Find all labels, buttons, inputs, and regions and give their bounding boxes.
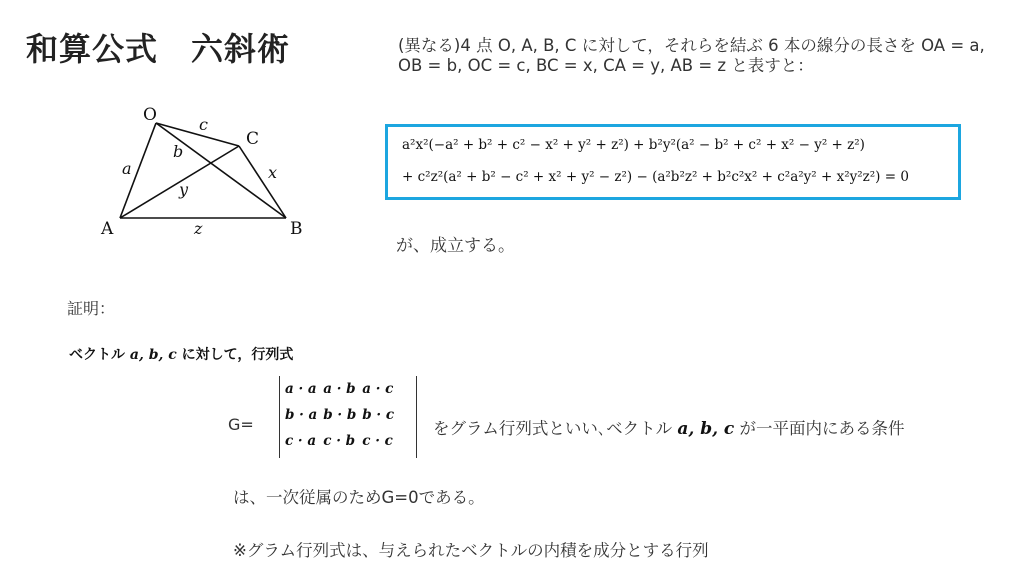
vertex-label-B: B	[290, 219, 303, 239]
matrix-cell: b · b	[323, 407, 357, 423]
tetrahedron-diagram	[95, 100, 315, 240]
matrix-cell: a · b	[323, 381, 356, 397]
equation-line-2: + c²z²(a² + b² − c² + x² + y² − z²) − (a²b²z² + b²c²x² + c²a²y² + x²y²z²) = 0	[402, 169, 909, 185]
vertex-label-O: O	[143, 105, 157, 125]
matrix-cell: a · c	[362, 381, 394, 397]
matrix-cell: c · b	[323, 433, 356, 449]
matrix-cell: a · a	[285, 381, 317, 397]
gram-matrix	[279, 376, 417, 458]
vectors-prefix: ベクトル	[69, 347, 125, 363]
page-title: 和算公式 六斜術	[26, 30, 291, 68]
vectors-suffix: に対して，行列式	[181, 347, 294, 363]
vertex-label-A: A	[101, 219, 114, 239]
edge-label-y: y	[179, 180, 189, 199]
edge-OC	[156, 123, 239, 146]
edge-label-b: b	[173, 142, 184, 161]
edge-label-c: c	[199, 115, 208, 134]
matrix-cell: c · c	[362, 433, 393, 449]
vectors-line	[69, 344, 293, 364]
equation-box	[385, 124, 961, 200]
condition-text	[433, 415, 905, 439]
note-text: ※グラム行列式は、与えられたベクトルの内積を成分とする行列	[233, 541, 709, 560]
matrix-cell: c · a	[285, 433, 317, 449]
equation-line-1: a²x²(−a² + b² + c² − x² + y² + z²) + b²y²(a² − b² + c² + x² − y² + z²)	[402, 137, 865, 153]
matrix-cell: b · a	[285, 407, 318, 423]
vectors-vars: a, b, c	[129, 347, 177, 363]
dependence-text: は、一次従属のためG=0である。	[233, 488, 485, 507]
edge-OB	[156, 123, 286, 218]
edge-label-x: x	[268, 163, 278, 182]
edge-label-z: z	[194, 219, 203, 238]
edge-label-a: a	[122, 159, 132, 178]
holds-text: が、成立する。	[396, 236, 515, 256]
condition-vars: a, b, c	[677, 419, 735, 439]
gram-label: G=	[228, 415, 254, 434]
matrix-cell: b · c	[362, 407, 395, 423]
condition-prefix: をグラム行列式といい､ベクトル	[433, 419, 673, 438]
edge-BC	[239, 146, 286, 218]
vertex-label-C: C	[246, 129, 260, 149]
proof-label: 証明：	[67, 299, 116, 318]
intro-text: (異なる)4 点 O, A, B, C に対して，それらを結ぶ 6 本の線分の長さを OA = a, OB = b, OC = c, BC = x, CA = y, AB = z と表すと：	[398, 36, 985, 75]
condition-suffix: が一平面内にある条件	[739, 419, 905, 438]
